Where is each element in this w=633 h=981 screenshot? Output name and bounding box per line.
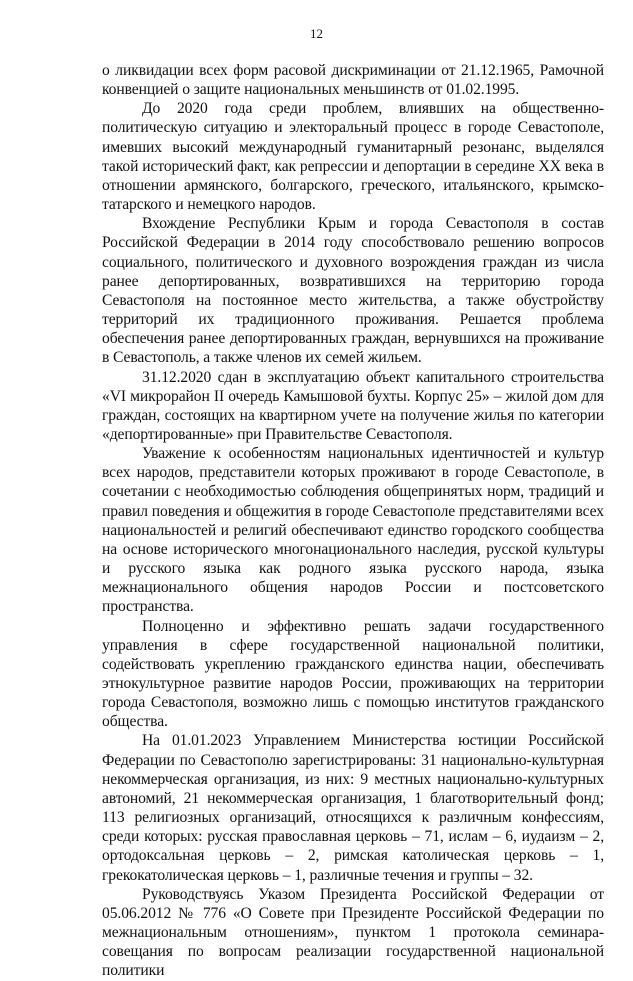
document-body [102,61,604,981]
paragraph: До 2020 года среди проблем, влиявших на общественно-политическую ситуацию и электоральный процесс в городе Севастополе, имевших высокий международный гуманитарный резонанс, выделялся такой исторический факт, как репрессии и депортации в середине XX века в отношении армянского, болгарского, греческого, итальянского, крымско-татарского и немецкого народов. [102,100,604,214]
paragraph: Вхождение Республики Крым и города Севастополя в состав Российской Федерации в 2014 году способствовало решению вопросов социального, политического и духовного возрождения граждан из числа ранее депортированных, возвратившихся на территорию города Севастополя на постоянное место жительства, а также обустройству территорий их традиционного проживания. Решается проблема обеспечения ранее депортированных граждан, вернувшихся на проживание в Севастополь, а также членов их семей жильем. [102,215,604,367]
paragraph: Полноценно и эффективно решать задачи государственного управления в сфере государственной национальной политики, содействовать укреплению гражданского единства нации, обеспечивать этнокультурное развитие народов России, проживающих на территории города Севастополя, возможно лишь с помощью институтов гражданского общества. [102,617,604,731]
paragraph: о ликвидации всех форм расовой дискриминации от 21.12.1965, Рамочной конвенцией о защите национальных меньшинств от 01.02.1995. [102,62,604,99]
page-number: 12 [310,26,323,41]
paragraph: На 01.01.2023 Управлением Министерства юстиции Российской Федерации по Севастополю зарегистрированы: 31 национально-культурная некоммерческая организация, из них: 9 местных национально-культурных автономий, 21 некоммерческая организация, 1 благотворительный фонд; 113 религиозных организаций, относящихся к различным конфессиям, среди которых: русская православная церковь – 71, ислам – 6, иудаизм – 2, ортодоксальная церковь – 2, римская католическая церковь – 1, грекокатолическая церковь – 1, различные течения и группы – 32. [102,732,604,884]
paragraph: Руководствуясь Указом Президента Российской Федерации от 05.06.2012 № 776 «О Совете при Президенте Российской Федерации по межнациональным отношениям», пунктом 1 протокола семинара-совещания по вопросам реализации государственной национальной политики [102,885,604,980]
paragraph: 31.12.2020 сдан в эксплуатацию объект капитального строительства «VI микрорайон II очередь Камышовой бухты. Корпус 25» – жилой дом для граждан, состоящих на квартирном учете на получение жилья по категории «депортированные» при Правительстве Севастополя. [102,368,604,443]
paragraph: Уважение к особенностям национальных идентичностей и культур всех народов, представители которых проживают в городе Севастополе, в сочетании с необходимостью соблюдения общепринятых норм, традиций и правил поведения и общежития в городе Севастополе представителями всех национальностей и религий обеспечивают единство городского сообщества на основе исторического многонационального наследия, русской культуры и русского языка как родного языка русского народа, языка межнационального общения народов России и постсоветского пространства. [102,445,604,616]
